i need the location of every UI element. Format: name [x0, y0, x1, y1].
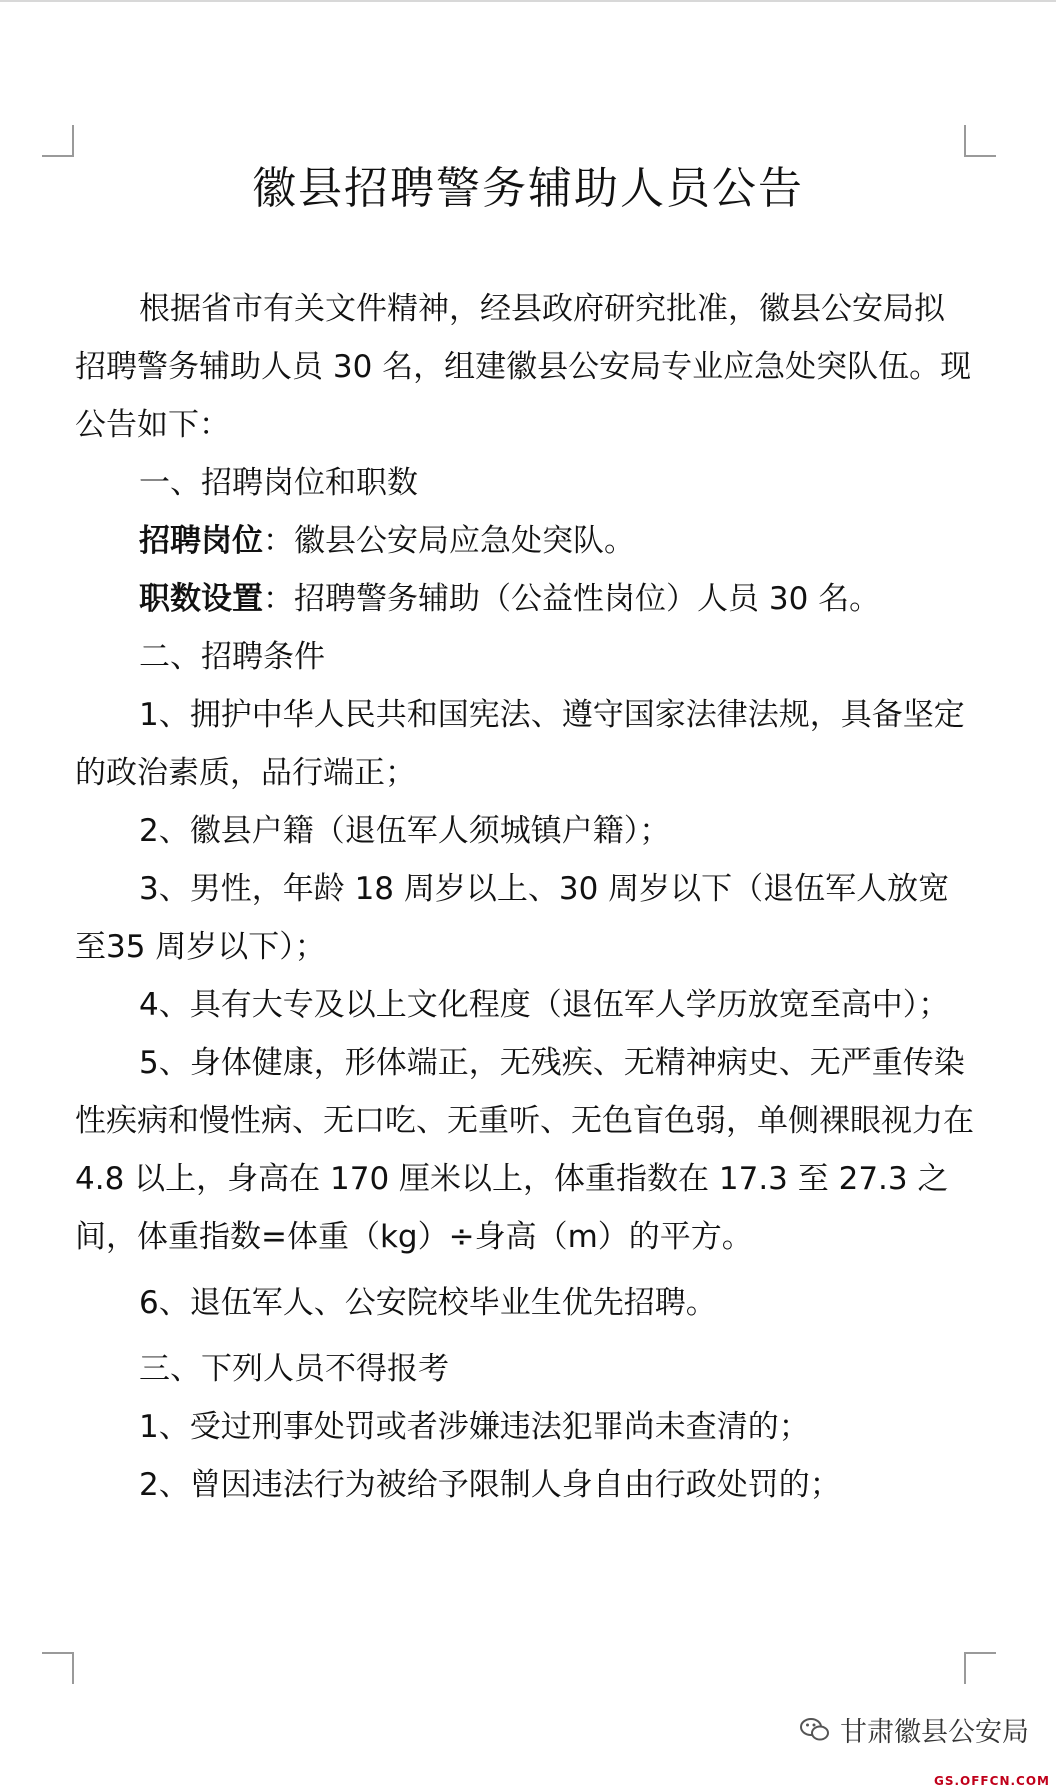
wechat-account-name: 甘肃徽县公安局 — [840, 1717, 1029, 1748]
site-watermark: GS.OFFCN.COM — [933, 1774, 1050, 1788]
crop-mark-bottom-left — [42, 1652, 74, 1684]
condition-item-3: 3、男性，年龄 18 周岁以上、30 周岁以下（退伍军人放宽至35 周岁以下）； — [75, 871, 950, 965]
exclusion-item-1: 1、受过刑事处罚或者涉嫌违法犯罪尚未查清的； — [139, 1409, 810, 1445]
wechat-icon — [800, 1717, 830, 1743]
condition-item-2: 2、徽县户籍（退伍军人须城镇户籍）； — [139, 813, 671, 849]
condition-item-6: 6、退伍军人、公安院校毕业生优先招聘。 — [139, 1285, 717, 1321]
document-title: 徽县招聘警务辅助人员公告 — [252, 163, 804, 214]
section-heading-3: 三、下列人员不得报考 — [139, 1351, 449, 1387]
section-heading-1: 一、招聘岗位和职数 — [139, 465, 418, 501]
condition-item-1: 1、拥护中华人民共和国宪法、遵守国家法律法规，具备坚定的政治素质，品行端正； — [75, 697, 965, 791]
paragraph-intro: 根据省市有关文件精神，经县政府研究批准，徽县公安局拟招聘警务辅助人员 30 名，组建徽县公安局专业应急处突队伍。现公告如下： — [75, 291, 972, 443]
wechat-watermark — [800, 1710, 1029, 1749]
paragraph-quota: 职数设置：招聘警务辅助（公益性岗位）人员 30 名。 — [139, 581, 881, 617]
condition-item-5: 5、身体健康，形体端正，无残疾、无精神病史、无严重传染性疾病和慢性病、无口吃、无重听、无色盲色弱，单侧裸眼视力在 4.8 以上，身高在 170 厘米以上，体重指数在 17.3 至 27.3 之间，体重指数=体重（kg）÷身高（m）的平方。 — [75, 1045, 974, 1255]
top-border — [0, 0, 1056, 2]
section-heading-2: 二、招聘条件 — [139, 639, 325, 675]
document-body — [75, 280, 975, 1514]
paragraph-position: 招聘岗位：徽县公安局应急处突队。 — [139, 523, 635, 559]
exclusion-item-2: 2、曾因违法行为被给予限制人身自由行政处罚的； — [139, 1467, 841, 1503]
condition-item-4: 4、具有大专及以上文化程度（退伍军人学历放宽至高中）； — [139, 987, 950, 1023]
crop-mark-bottom-right — [964, 1652, 996, 1684]
